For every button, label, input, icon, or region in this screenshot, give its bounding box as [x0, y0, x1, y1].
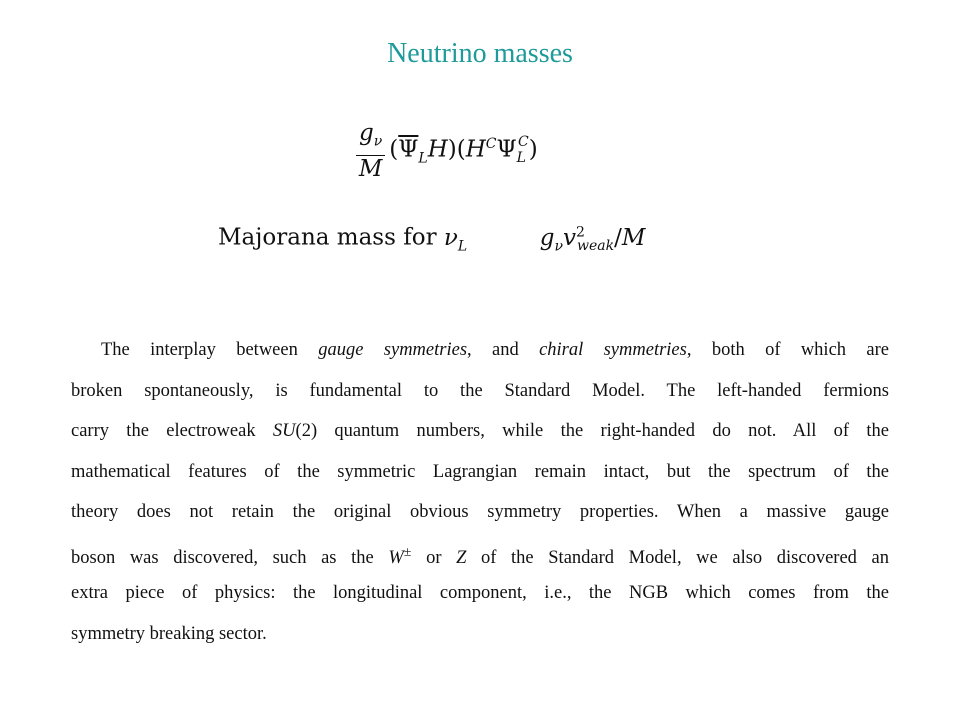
- lagrangian-term-equation: [356, 120, 538, 182]
- paragraph-line: boson was discovered, such as the W± or Z of the Standard Model, we also discovered an: [71, 544, 889, 568]
- majorana-mass-expression: $g_\nu v^2_{weak}/M$: [539, 224, 646, 255]
- coupling-fraction: [356, 120, 385, 182]
- operator-body: $(\overline{\Psi}_LH)(H^C\Psi_L^C)$: [389, 133, 538, 166]
- slide-title: Neutrino masses: [387, 38, 573, 69]
- paragraph-line: The interplay between gauge symmetries, and chiral symmetries, both of which are: [101, 340, 889, 360]
- fraction-numerator: $g_\nu$: [356, 120, 385, 156]
- fraction-denominator: M: [358, 155, 383, 182]
- majorana-mass-equation: [218, 224, 645, 254]
- paragraph-line: extra piece of physics: the longitudinal component, i.e., the NGB which comes from the: [71, 583, 889, 603]
- majorana-mass-label: Majorana mass for $\nu_L$: [218, 224, 468, 255]
- paragraph-line: symmetry breaking sector.: [71, 623, 267, 644]
- paragraph-line: theory does not retain the original obvious symmetry properties. When a massive gauge: [71, 502, 889, 522]
- paragraph-line: broken spontaneously, is fundamental to the Standard Model. The left-handed fermions: [71, 380, 889, 401]
- paragraph-line: carry the electroweak SU(2) quantum numbers, while the right-handed do not. All of the: [71, 421, 890, 441]
- paragraph-line: mathematical features of the symmetric Lagrangian remain intact, but the spectrum of the: [71, 461, 889, 482]
- body-paragraph: [71, 330, 889, 654]
